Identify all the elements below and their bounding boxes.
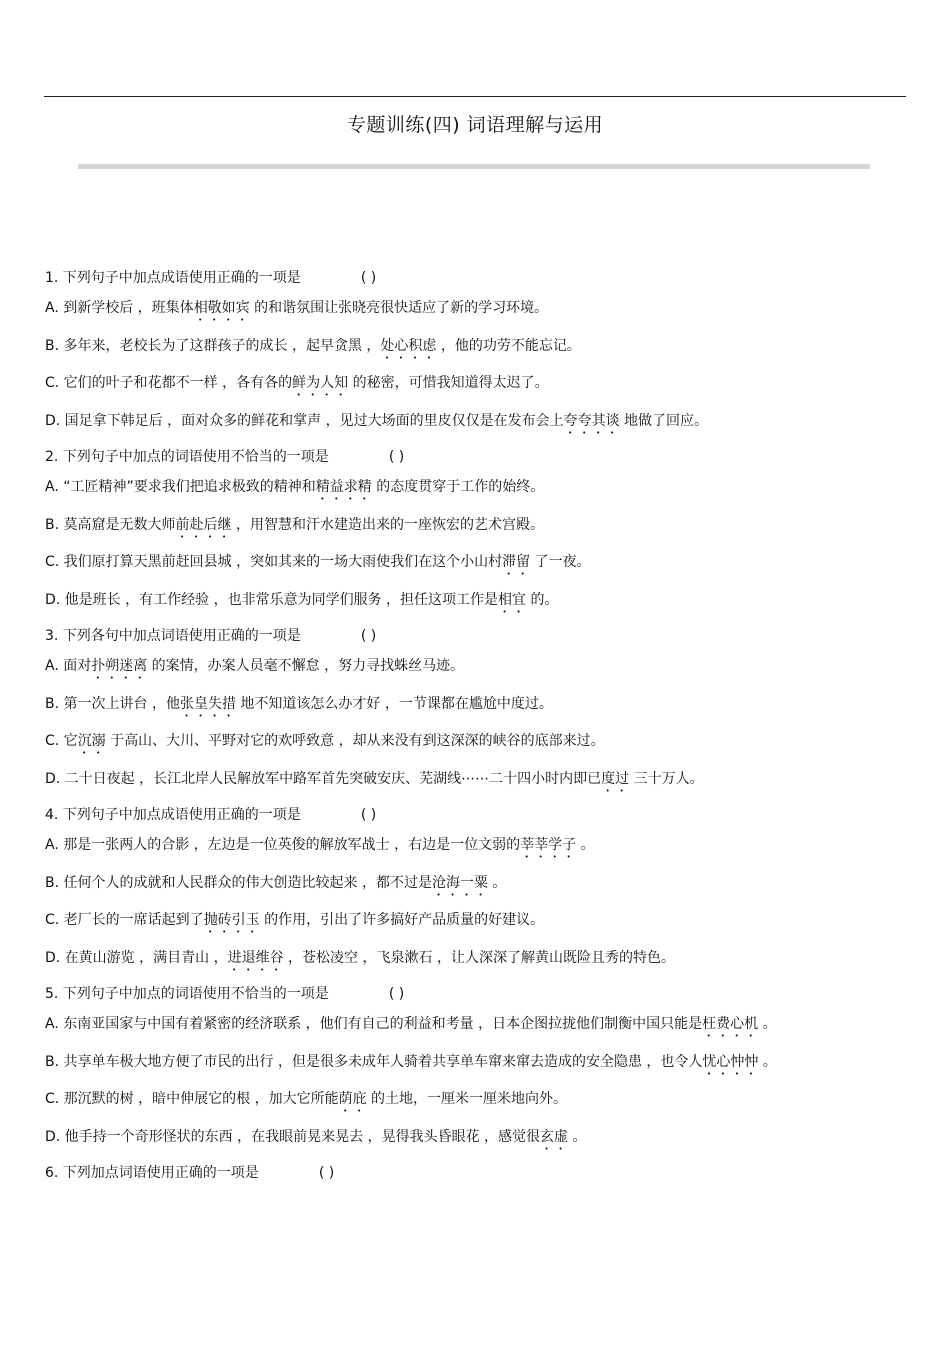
dotted-term: 滞留 (502, 554, 531, 570)
option-text: A. 面对 (45, 658, 92, 674)
dotted-term: 进退维谷 (227, 949, 284, 966)
option-B (45, 865, 905, 903)
question-3 (45, 624, 905, 798)
option-text: D. 在黄山游览 ，满目青山 ， (45, 949, 228, 966)
dotted-term: 沧海一粟 (431, 874, 488, 891)
dotted-term: 抛砖引玉 (203, 912, 260, 928)
option-C (45, 365, 905, 403)
question-stem-text: 3. 下列各句中加点词语使用正确的一项是 (45, 628, 301, 644)
question-stem-text: 1. 下列句子中加点成语使用正确的一项是 (45, 270, 301, 286)
answer-parentheses: ( ) (388, 449, 405, 465)
option-text: 。 (758, 1016, 777, 1032)
option-C (45, 723, 905, 761)
question-stem (45, 982, 905, 1006)
option-B (45, 1044, 905, 1082)
option-text: 三十万人。 (629, 770, 704, 787)
answer-parentheses: ( ) (360, 270, 377, 286)
option-D (45, 761, 905, 799)
question-list (45, 266, 905, 1190)
option-text: A. 到新学校后 ，班集体 (45, 300, 194, 316)
option-A (45, 1006, 905, 1044)
dotted-term: 扑朔迷离 (91, 658, 148, 674)
dotted-term: 精益求精 (315, 479, 372, 495)
option-text: 的案情，办案人员毫不懈怠 ，努力寻找蛛丝马迹。 (147, 658, 465, 674)
question-stem-text: 6. 下列加点词语使用正确的一项是 (45, 1165, 259, 1181)
option-D (45, 403, 905, 441)
option-text: 的和谐氛围让张晓亮很快适应了新的学习环境。 (249, 300, 549, 316)
option-D (45, 582, 905, 620)
option-text: B. 多年来，老校长为了这群孩子的成长 ，起早贪黑 ， (45, 337, 381, 354)
question-stem (45, 1161, 905, 1185)
dotted-term: 玄虚 (540, 1128, 569, 1145)
option-text: C. 老厂长的一席话起到了 (45, 912, 204, 928)
option-text: 了一夜。 (530, 554, 591, 570)
dotted-term: 鲜为人知 (292, 375, 349, 391)
option-text: 。 (487, 874, 507, 891)
option-text: D. 二十日夜起 ，长江北岸人民解放军中路军首先突破安庆、芜湖线⋯⋯二十四小时内即已 (45, 770, 602, 787)
dotted-term: 忧心忡忡 (702, 1053, 759, 1070)
option-text: 。 (576, 837, 595, 853)
dotted-term: 夸夸其谈 (563, 412, 620, 429)
dotted-term: 张皇失措 (179, 695, 236, 712)
option-C (45, 1081, 905, 1119)
question-2 (45, 445, 905, 619)
question-stem (45, 624, 905, 648)
dotted-term: 相敬如宾 (193, 300, 250, 316)
option-text: ，苍松凌空 ，飞泉漱石 ，让人深深了解黄山既险且秀的特色。 (283, 949, 675, 966)
title-underline-bar (78, 164, 870, 169)
question-stem (45, 266, 905, 290)
question-stem-text: 2. 下列句子中加点的词语使用不恰当的一项是 (45, 449, 329, 465)
option-B (45, 328, 905, 366)
question-5 (45, 982, 905, 1156)
option-text: 的态度贯穿于工作的始终。 (371, 479, 545, 495)
dotted-term: 相宜 (498, 591, 527, 608)
question-stem (45, 803, 905, 827)
option-text: 。 (568, 1128, 587, 1145)
option-text: C. 我们原打算天黑前赶回县城 ，突如其来的一场大雨使我们在这个小山村 (45, 554, 503, 570)
dotted-term: 沉溺 (77, 733, 106, 749)
dotted-term: 荫庇 (338, 1091, 367, 1107)
dotted-term: 处心积虑 (380, 337, 437, 354)
question-stem-text: 4. 下列句子中加点成语使用正确的一项是 (45, 807, 301, 823)
question-stem (45, 445, 905, 469)
option-text: 地不知道该怎么办才好 ，一节课都在尴尬中度过。 (235, 695, 553, 712)
top-rule (44, 96, 906, 97)
question-stem-text: 5. 下列句子中加点的词语使用不恰当的一项是 (45, 986, 329, 1002)
option-text: 。 (758, 1053, 777, 1070)
option-text: C. 它们的叶子和花都不一样 ，各有各的 (45, 375, 293, 391)
option-text: ，用智慧和汗水建造出来的一座恢宏的艺术宫殿。 (231, 516, 544, 533)
option-text: 地做了回应。 (619, 412, 709, 429)
question-6 (45, 1161, 905, 1185)
option-C (45, 902, 905, 940)
option-text: C. 它 (45, 733, 78, 749)
option-B (45, 507, 905, 545)
option-text: B. 莫高窟是无数大师 (45, 516, 176, 533)
option-text: B. 第一次上讲台 ，他 (45, 695, 180, 712)
option-A (45, 290, 905, 328)
dotted-term: 枉费心机 (702, 1016, 759, 1032)
option-text: D. 国足拿下韩足后 ，面对众多的鲜花和掌声 ，见过大场面的里皮仅仅是在发布会上 (45, 412, 564, 429)
answer-parentheses: ( ) (388, 986, 405, 1002)
option-text: 的秘密，可惜我知道得太迟了。 (348, 375, 549, 391)
option-text: D. 他是班长 ，有工作经验 ，也非常乐意为同学们服务 ，担任这项工作是 (45, 591, 499, 608)
option-text: D. 他手持一个奇形怪状的东西 ，在我眼前晃来晃去 ，晃得我头昏眼花 ，感觉很 (45, 1128, 541, 1145)
option-B (45, 686, 905, 724)
option-text: ，他的功劳不能忘记。 (436, 337, 581, 354)
answer-parentheses: ( ) (318, 1165, 335, 1181)
option-text: B. 任何个人的成就和人民群众的伟大创造比较起来 ，都不过是 (45, 874, 432, 891)
page-title: 专题训练(四) 词语理解与运用 (346, 114, 604, 136)
option-text: 的作用，引出了许多搞好产品质量的好建议。 (259, 912, 545, 928)
option-text: 的土地，一厘米一厘米地向外。 (366, 1091, 568, 1107)
option-text: A. “工匠精神”要求我们把追求极致的精神和 (45, 479, 316, 495)
option-C (45, 544, 905, 582)
option-A (45, 648, 905, 686)
option-text: A. 那是一张两人的合影 ，左边是一位英俊的解放军战士 ，右边是一位文弱的 (45, 837, 521, 853)
answer-parentheses: ( ) (360, 807, 377, 823)
dotted-term: 莘莘学子 (520, 837, 577, 853)
option-A (45, 827, 905, 865)
option-text: C. 那沉默的树 ，暗中伸展它的根 ，加大它所能 (45, 1091, 339, 1107)
option-D (45, 1119, 905, 1157)
option-text: 的。 (526, 591, 559, 608)
option-text: B. 共享单车极大地方便了市民的出行 ，但是很多未成年人骑着共享单车窜来窜去造成的安全隐患 ，也令人 (45, 1053, 703, 1070)
option-D (45, 940, 905, 978)
question-4 (45, 803, 905, 977)
dotted-term: 前赴后继 (175, 516, 232, 533)
option-text: A. 东南亚国家与中国有着紧密的经济联系 ，他们有自己的利益和考量 ，日本企图拉拢他们制衡中国只能是 (45, 1016, 703, 1032)
question-1 (45, 266, 905, 440)
option-text: 于高山、大川、平野对它的欢呼致意 ，却从来没有到这深深的峡谷的底部来过。 (105, 733, 605, 749)
dotted-term: 度过 (601, 770, 630, 787)
option-A (45, 469, 905, 507)
answer-parentheses: ( ) (360, 628, 377, 644)
